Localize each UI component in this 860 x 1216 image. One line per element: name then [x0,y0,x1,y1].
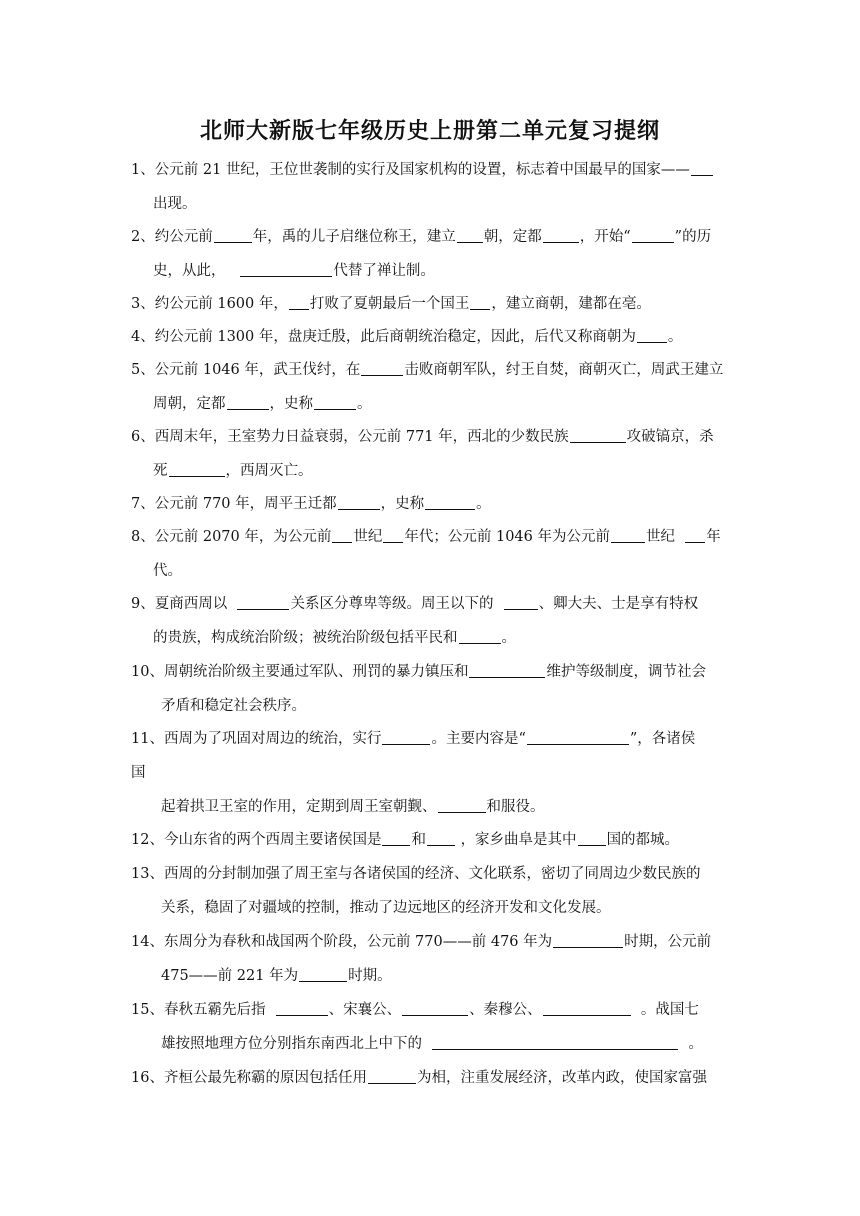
answer-blank[interactable] [570,426,626,443]
answer-blank[interactable] [314,393,356,410]
question-number: 8、 [131,529,155,545]
answer-blank[interactable] [432,1033,678,1050]
question-number: 10、 [131,664,164,680]
question-number: 15、 [131,1002,164,1018]
question-10-continuation: 矛盾和稳定社会秩序。 [161,698,306,714]
answer-blank[interactable] [427,829,455,846]
answer-blank[interactable] [240,260,332,277]
answer-blank[interactable] [438,796,486,813]
question-14-continuation: 475——前 221 年为 时期。 [161,959,392,993]
answer-blank[interactable] [611,526,645,543]
question-1-continuation: 出现。 [153,196,197,212]
answer-blank[interactable] [632,226,674,243]
question-number: 5、 [131,362,155,378]
question-8-continuation: 代。 [153,563,182,579]
answer-blank[interactable] [299,965,347,982]
question-number: 13、 [131,866,164,882]
question-15: 15、春秋五霸先后指 、宋襄公、 、秦穆公、 。战国七 [131,993,733,1027]
answer-blank[interactable] [553,931,623,948]
question-12: 12、今山东省的两个西周主要诸侯国是 和 ，家乡曲阜是其中 国的都城。 [131,823,733,857]
question-5-continuation: 周朝，定都 ，史称 。 [153,387,372,421]
question-13: 13、西周的分封制加强了周王室与各诸侯国的经济、文化联系，密切了同周边少数民族的 [131,857,733,891]
answer-blank[interactable] [543,999,631,1016]
question-7: 7、公元前 770 年，周平王迁都 ，史称 。 [131,487,733,521]
answer-blank[interactable] [383,526,403,543]
answer-blank[interactable] [457,226,483,243]
answer-blank[interactable] [691,159,713,176]
question-1: 1、公元前 21 世纪，王位世袭制的实行及国家机构的设置，标志着中国最早的国家—— [131,153,733,187]
answer-blank[interactable] [214,226,252,243]
answer-blank[interactable] [527,728,629,745]
question-9: 9、夏商西周以 关系区分尊卑等级。周王以下的 、卿大夫、士是享有特权 [131,587,733,621]
question-15-continuation: 雄按照地理方位分别指东南西北上中下的 。 [161,1027,703,1061]
answer-blank[interactable] [227,393,269,410]
question-number: 16、 [131,1070,164,1086]
question-8: 8、公元前 2070 年，为公元前 世纪 年代；公元前 1046 年为公元前 世纪 年 [131,520,733,554]
answer-blank[interactable] [469,661,545,678]
question-16: 16、齐桓公最先称霸的原因包括任用 为相，注重发展经济，改革内政，使国家富强 [131,1061,733,1095]
answer-blank[interactable] [332,526,352,543]
question-14: 14、东周分为春秋和战国两个阶段，公元前 770——前 476 年为 时期，公元前 [131,925,733,959]
answer-blank[interactable] [368,1067,416,1084]
question-number: 3、 [131,296,155,312]
question-number: 1、 [131,162,155,178]
answer-blank[interactable] [338,493,380,510]
question-number: 9、 [131,596,155,612]
question-number: 7、 [131,496,155,512]
question-number: 4、 [131,329,155,345]
answer-blank[interactable] [289,293,309,310]
answer-blank[interactable] [382,829,410,846]
question-10: 10、周朝统治阶级主要通过军队、刑罚的暴力镇压和 维护等级制度，调节社会 [131,655,733,689]
answer-blank[interactable] [169,460,225,477]
question-number: 11、 [131,731,164,747]
question-4: 4、约公元前 1300 年，盘庚迁殷，此后商朝统治稳定，因此，后代又称商朝为 。 [131,320,733,354]
question-11-wrap: 国 [131,765,146,781]
question-9-continuation: 的贵族，构成统治阶级；被统治阶级包括平民和 。 [153,621,516,655]
answer-blank[interactable] [578,829,606,846]
question-number: 12、 [131,832,164,848]
answer-blank[interactable] [504,593,538,610]
question-5: 5、公元前 1046 年，武王伐纣，在 击败商朝军队，纣王自焚，商朝灭亡，周武王建立 [131,353,733,387]
answer-blank[interactable] [237,593,289,610]
question-2-continuation: 史，从此， 代替了禅让制。 [153,254,435,288]
answer-blank[interactable] [470,293,490,310]
answer-blank[interactable] [425,493,475,510]
question-3: 3、约公元前 1600 年， 打败了夏朝最后一个国王 ，建立商朝，建都在亳。 [131,287,733,321]
question-13-continuation: 关系，稳固了对疆域的控制，推动了边远地区的经济开发和文化发展。 [161,900,611,916]
answer-blank[interactable] [361,359,403,376]
answer-blank[interactable] [637,326,667,343]
answer-blank[interactable] [685,526,705,543]
question-11-continuation: 起着拱卫王室的作用，定期到周王室朝觐、 和服役。 [161,790,545,824]
answer-blank[interactable] [382,728,430,745]
question-2: 2、约公元前 年，禹的儿子启继位称王，建立 朝，定都 ，开始“ ”的历 [131,220,733,254]
document-title: 北师大新版七年级历史上册第二单元复习提纲 [199,119,660,144]
answer-blank[interactable] [276,999,328,1016]
answer-blank[interactable] [543,226,579,243]
question-number: 14、 [131,934,164,950]
answer-blank[interactable] [459,627,501,644]
answer-blank[interactable] [402,999,468,1016]
question-number: 6、 [131,429,155,445]
question-11: 11、西周为了巩固对周边的统治，实行 。主要内容是“ ”，各诸侯 [131,722,733,756]
question-number: 2、 [131,229,155,245]
question-6: 6、西周末年，王室势力日益衰弱，公元前 771 年，西北的少数民族 攻破镐京，杀 [131,420,733,454]
question-6-continuation: 死 ，西周灭亡。 [153,454,313,488]
